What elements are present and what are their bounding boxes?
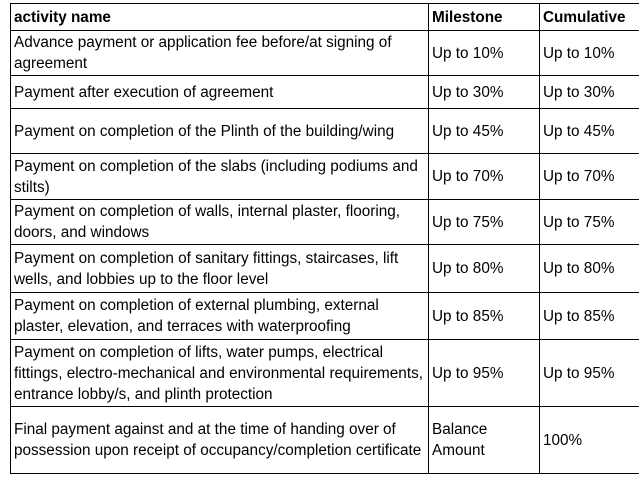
- activity-cell: Payment on completion of the slabs (including podiums and stilts): [11, 154, 429, 200]
- cumulative-cell: Up to 10%: [540, 31, 639, 76]
- table-row: [11, 31, 639, 76]
- cumulative-cell: Up to 30%: [540, 76, 639, 109]
- milestone-cell: Up to 10%: [429, 31, 540, 76]
- table-row: [11, 154, 639, 200]
- activity-cell: Advance payment or application fee before/at signing of agreement: [11, 31, 429, 76]
- cumulative-cell: Up to 70%: [540, 154, 639, 200]
- table-row: [11, 407, 639, 474]
- milestone-cell: Balance Amount: [429, 407, 540, 474]
- cumulative-cell: Up to 85%: [540, 293, 639, 340]
- cumulative-cell: Up to 45%: [540, 109, 639, 154]
- milestone-cell: Up to 80%: [429, 245, 540, 293]
- table-row: [11, 109, 639, 154]
- header-activity-name: activity name: [11, 4, 429, 31]
- activity-cell: Payment on completion of external plumbing, external plaster, elevation, and terraces with waterproofing: [11, 293, 429, 340]
- activity-cell: Payment on completion of the Plinth of the building/wing: [11, 109, 429, 154]
- activity-cell: Payment after execution of agreement: [11, 76, 429, 109]
- payment-schedule-table: [10, 3, 639, 474]
- milestone-cell: Up to 75%: [429, 200, 540, 245]
- cumulative-cell: Up to 80%: [540, 245, 639, 293]
- milestone-cell: Up to 95%: [429, 340, 540, 407]
- table-row: [11, 293, 639, 340]
- activity-cell: Final payment against and at the time of handing over of possession upon receipt of occupancy/completion certificate: [11, 407, 429, 474]
- milestone-cell: Up to 30%: [429, 76, 540, 109]
- activity-cell: Payment on completion of walls, internal plaster, flooring, doors, and windows: [11, 200, 429, 245]
- milestone-cell: Up to 85%: [429, 293, 540, 340]
- table-row: [11, 340, 639, 407]
- cumulative-cell: Up to 95%: [540, 340, 639, 407]
- milestone-cell: Up to 70%: [429, 154, 540, 200]
- header-cumulative: Cumulative: [540, 4, 639, 31]
- table-row: [11, 76, 639, 109]
- milestone-cell: Up to 45%: [429, 109, 540, 154]
- cumulative-cell: 100%: [540, 407, 639, 474]
- table-row: [11, 200, 639, 245]
- activity-cell: Payment on completion of lifts, water pumps, electrical fittings, electro-mechanical and environmental requirements, entrance lobby/s, and plinth protection: [11, 340, 429, 407]
- header-milestone: Milestone: [429, 4, 540, 31]
- cumulative-cell: Up to 75%: [540, 200, 639, 245]
- table-row: [11, 245, 639, 293]
- activity-cell: Payment on completion of sanitary fittings, staircases, lift wells, and lobbies up to the floor level: [11, 245, 429, 293]
- header-row: [11, 4, 639, 31]
